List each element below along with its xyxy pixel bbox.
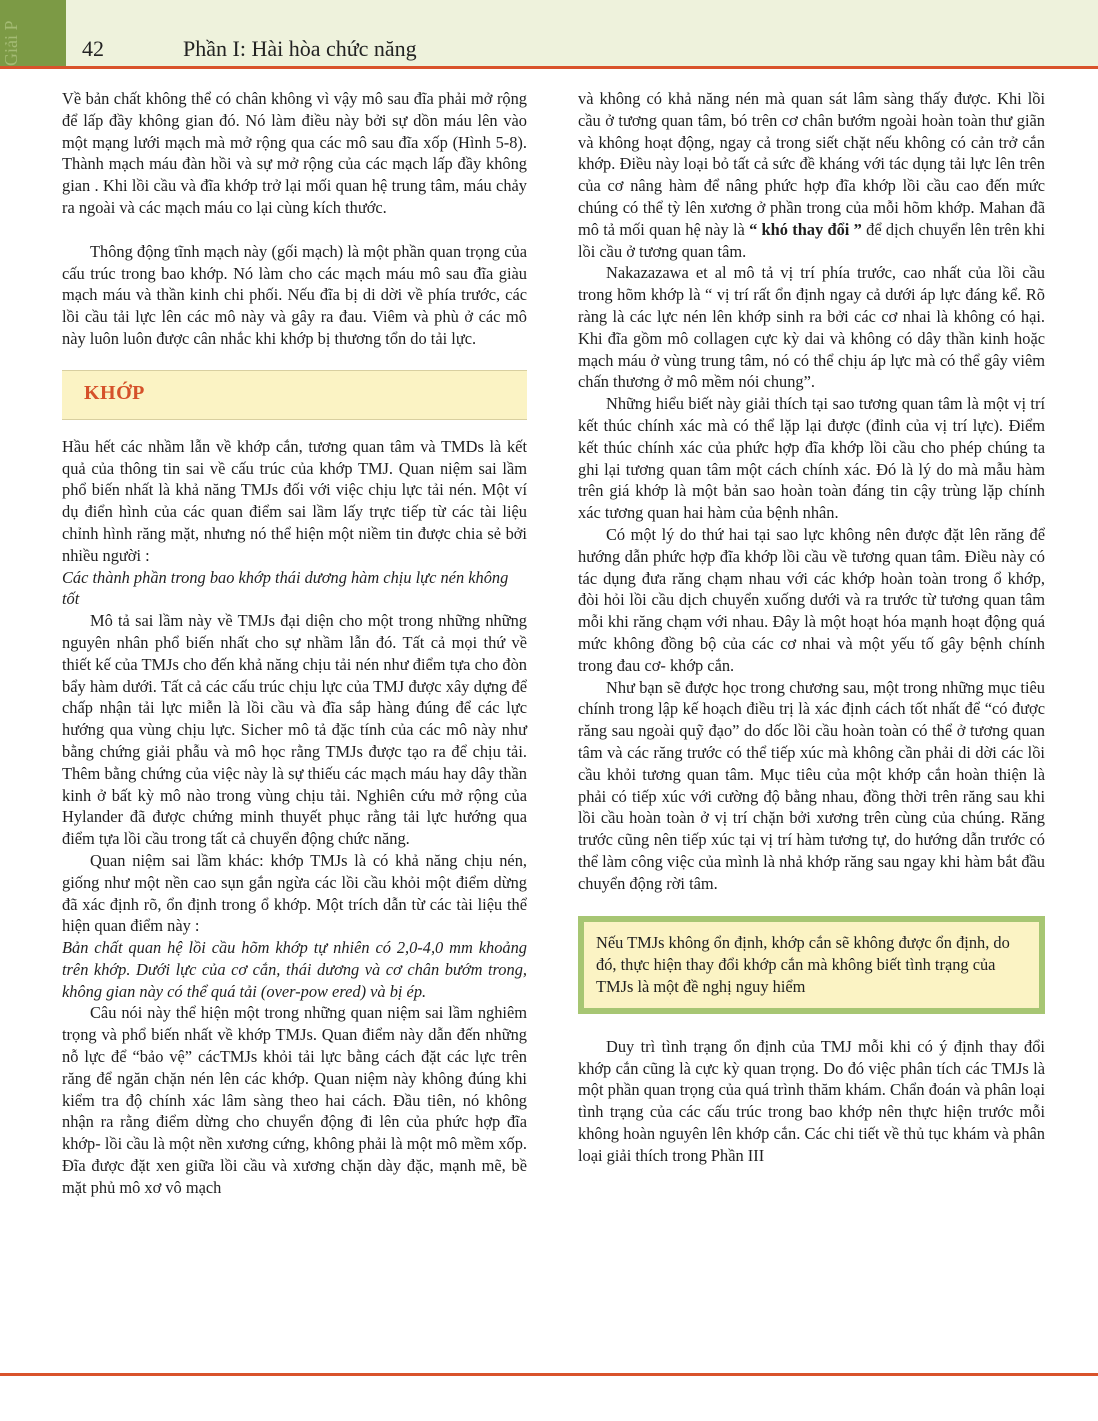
paragraph: Hầu hết các nhầm lẫn về khớp cắn, tương quan tâm và TMDs là kết quả của thông tin sai về cấu trúc của khớp TMJ. Quan niệm sai lầm phổ biến nhất là khả năng TMJs đối với việc chịu lực tải nén. Một ví dụ điển hình của các quan điểm sai lầm lấy trực tiếp từ các tài liệu chỉnh hình răng mặt, nhưng nó thể hiện một niềm tin được chia sẻ bởi nhiều người : bbox=[62, 436, 527, 565]
block-quote: Bản chất quan hệ lồi cầu hõm khớp tự nhiên có 2,0-4,0 mm khoảng trên khớp. Dưới lực của cơ cắn, thái dương và cơ chân bướm trong, không gian này có thể quá tải (over-pow ered) và bị ép. bbox=[62, 938, 527, 1001]
section-title: KHỚP bbox=[84, 381, 145, 404]
paragraph: Nakazazawa et al mô tả vị trí phía trước, cao nhất của lồi cầu trong hõm khớp là “ vị trí rất ổn định ngay cả dưới áp lực đáng kể. Rõ ràng là các lực nén lên khớp sinh ra bởi các cơ nhai là không có hại. Khi đĩa gồm mô collagen cực kỳ dai và không có dây thần kinh hoặc mạch máu ở vùng trung tâm, nó có thể chịu áp lực mà có thể gây viêm chấn thương ở mô mềm nói chung”. bbox=[578, 263, 1045, 392]
bold-term: “ khó thay đổi ” bbox=[749, 219, 862, 239]
callout-text: Nếu TMJs không ổn định, khớp cắn sẽ không được ổn định, do đó, thực hiện thay đổi khớp cắn mà không biết tình trạng của TMJs là một đề nghị nguy hiểm bbox=[596, 933, 1010, 997]
block-quote: Các thành phần trong bao khớp thái dương hàm chịu lực nén không tốt bbox=[62, 567, 509, 609]
footer-rule bbox=[0, 1373, 1098, 1376]
text-run: và không có khả năng nén mà quan sát lâm sàng thấy được. Khi lồi cầu ở tương quan tâm, bó trên cơ chân bướm ngoài hoàn toàn thư giãn và không hoạt động, ngay cả trong siết chặt nếu không có cản trở cắn khớp. Điều này loại bỏ tất cả sức đề kháng với tác dụng tải lực lên trên của cơ nâng hàm để nâng phức hợp đĩa khớp lồi cầu cao đến mức chúng có thể tỳ lên xương ở phần trong của mỗi hõm khớp. Mahan đã mô tả mối quan hệ này là bbox=[578, 89, 1045, 239]
side-tab bbox=[0, 0, 66, 66]
page-number: 42 bbox=[82, 36, 104, 61]
left-column bbox=[62, 88, 527, 1199]
paragraph: Thông động tĩnh mạch này (gối mạch) là một phần quan trọng của cấu trúc trong bao khớp. Nó làm cho các mạch máu mô sau đĩa giàu mạch máu và thần kinh chi phối. Nếu đĩa bị di dời về phía trước, các lồi cầu tải lực lên các mô này và gây ra đau. Viêm và phù ở các mô này luôn luôn được cân nhắc khi khớp bị thương tổn do tải lực. bbox=[62, 241, 527, 348]
paragraph: Như bạn sẽ được học trong chương sau, một trong những mục tiêu chính trong lập kế hoạch điều trị là xác định cách tốt nhất để “có được răng sau ngoài quỹ đạo” do dốc lồi cầu hoàn toàn có thể ở tương quan tâm và các răng trước có thể tiếp xúc mà không cần phải di dời các lồi cầu khỏi tương quan tâm. Mục tiêu của một khớp cắn hoàn thiện là phải có tiếp xúc với cường độ bằng nhau, đồng thời trên răng sau khi lồi cầu hoàn toàn ở vị trí chặn bởi xương trên cùng của chúng. Răng trước cũng nên tiếp xúc tại vị trí hàm tương tự, do hướng dẫn trước có thể làm công việc của mình là nhả khớp răng sau ngay khi hàm bắt đầu chuyển động rời tâm. bbox=[578, 677, 1045, 893]
paragraph: Những hiểu biết này giải thích tại sao tương quan tâm là một vị trí kết thúc chính xác mà có thể lặp lại được (đỉnh của vị trí lực). Điểm kết thúc chính xác của phức hợp đĩa khớp lồi cầu cho phép chúng ta ghi lại tương quan tâm một cách chính xác. Đó là lý do mà mẫu hàm trên giá khớp là một bản sao hoàn toàn đáng tin cậy trùng lặp chính xác tương quan hai hàm của bệnh nhân. bbox=[578, 394, 1045, 523]
paragraph: Câu nói này thể hiện một trong những quan niệm sai lầm nghiêm trọng và phổ biến nhất về khớp TMJs. Quan điểm này dẫn đến những nỗ lực để “bảo vệ” cácTMJs khỏi tải lực bằng cách đặt các lực trên răng để ngăn chặn nén lên các khớp. Quan niệm này không đúng khi kiểm tra độ chính xác lâm sàng theo hai cách. Đầu tiên, nó không nhận ra rằng điểm dừng cho chuyển động đi lên của phức hợp đĩa khớp- lồi cầu là một nền xương cứng, không phải là một mô mềm xốp. Đĩa được đặt xen giữa lồi cầu và xương chặn dày đặc, mạnh mẽ, bề mặt phủ mô xơ vô mạch bbox=[62, 1003, 527, 1197]
section-heading-box bbox=[62, 370, 527, 420]
callout-box bbox=[578, 916, 1045, 1013]
right-column bbox=[578, 88, 1045, 1167]
paragraph: Quan niệm sai lầm khác: khớp TMJs là có khả năng chịu nén, giống như một nền cao sụn gắn ngừa các lồi cầu khỏi một điểm dừng đã xác định rõ, ổn định trong ổ khớp. Một trích dẫn từ các tài liệu thể hiện quan điểm này : bbox=[62, 850, 527, 936]
header-rule bbox=[0, 66, 1098, 69]
running-title: Phần I: Hài hòa chức năng bbox=[183, 36, 417, 61]
paragraph: Về bản chất không thể có chân không vì vậy mô sau đĩa phải mở rộng để lấp đầy không gian đó. Nó làm điều này bởi sự dồn máu lên vào một mạng lưới mạch mà mở rộng qua các mô sau đĩa xốp (Hình 5-8). Thành mạch máu đàn hồi và sự mở rộng của các mạch lấp đầy không gian . Khi lồi cầu và đĩa khớp trở lại mối quan hệ trung tâm, máu chảy ra ngoài và các mạch máu co lại cùng kích thước. bbox=[62, 89, 527, 217]
text-run: để dịch chuyển lên trên khi lồi cầu ở tương quan tâm. bbox=[578, 219, 1045, 261]
paragraph: Có một lý do thứ hai tại sao lực không nên được đặt lên răng để hướng dẫn phức hợp đĩa khớp lồi cầu về tương quan tâm. Điều này có tác dụng đưa răng chạm nhau với các khớp hoàn toàn trong ổ khớp, đòi hỏi lồi cầu dịch chuyển xuống dưới và ra trước từ tương quan tâm mỗi khi răng chạm với nhau. Đây là một hoạt hóa mạnh hoạt động quá mức không đồng bộ của các cơ nhai và một yếu tố gây bệnh chính trong đau cơ- khớp cắn. bbox=[578, 524, 1045, 675]
paragraph: Mô tả sai lầm này về TMJs đại diện cho một trong những những nguyên nhân phổ biến nhất cho sự nhầm lẫn đó. Tất cả mọi thứ về thiết kế của TMJs cho đến khả năng chịu tải nén như điểm tựa cho đòn bẩy hàm dưới. Tất cả các cấu trúc chịu lực của TMJ được xây dựng để chấp nhận tải lực miễn là lồi cầu và đĩa sắp hàng đúng để các lực hướng qua vùng chịu lực. Sicher mô tả đặc tính của các mô này như bằng chứng giải phẫu và mô học rằng TMJs được tạo ra để chịu tải. Thêm bằng chứng của việc này là sự thiếu các mạch máu hay dây thần kinh ở bất kỳ mô nào trong vùng chịu tải. Nghiên cứu mở rộng của Hylander đã được chứng minh thuyết phục rằng tải lực hướng qua điểm tựa lồi cầu trong tất cả chuyển động chức năng. bbox=[62, 611, 527, 849]
side-tab-text: Giải P bbox=[1, 20, 21, 66]
paragraph bbox=[578, 88, 1045, 262]
paragraph: Duy trì tình trạng ổn định của TMJ mỗi khi có ý định thay đổi khớp cắn cũng là cực kỳ quan trọng. Do đó việc phân tích các TMJs là một phần quan trọng của quá trình thăm khám. Chẩn đoán và phân loại tình trạng của các cấu trúc trong bao khớp nên thực hiện trước mỗi không hoàn nguyên lên khớp cắn. Các chi tiết về thủ tục khám và phân loại giải thích trong Phần III bbox=[578, 1036, 1045, 1165]
